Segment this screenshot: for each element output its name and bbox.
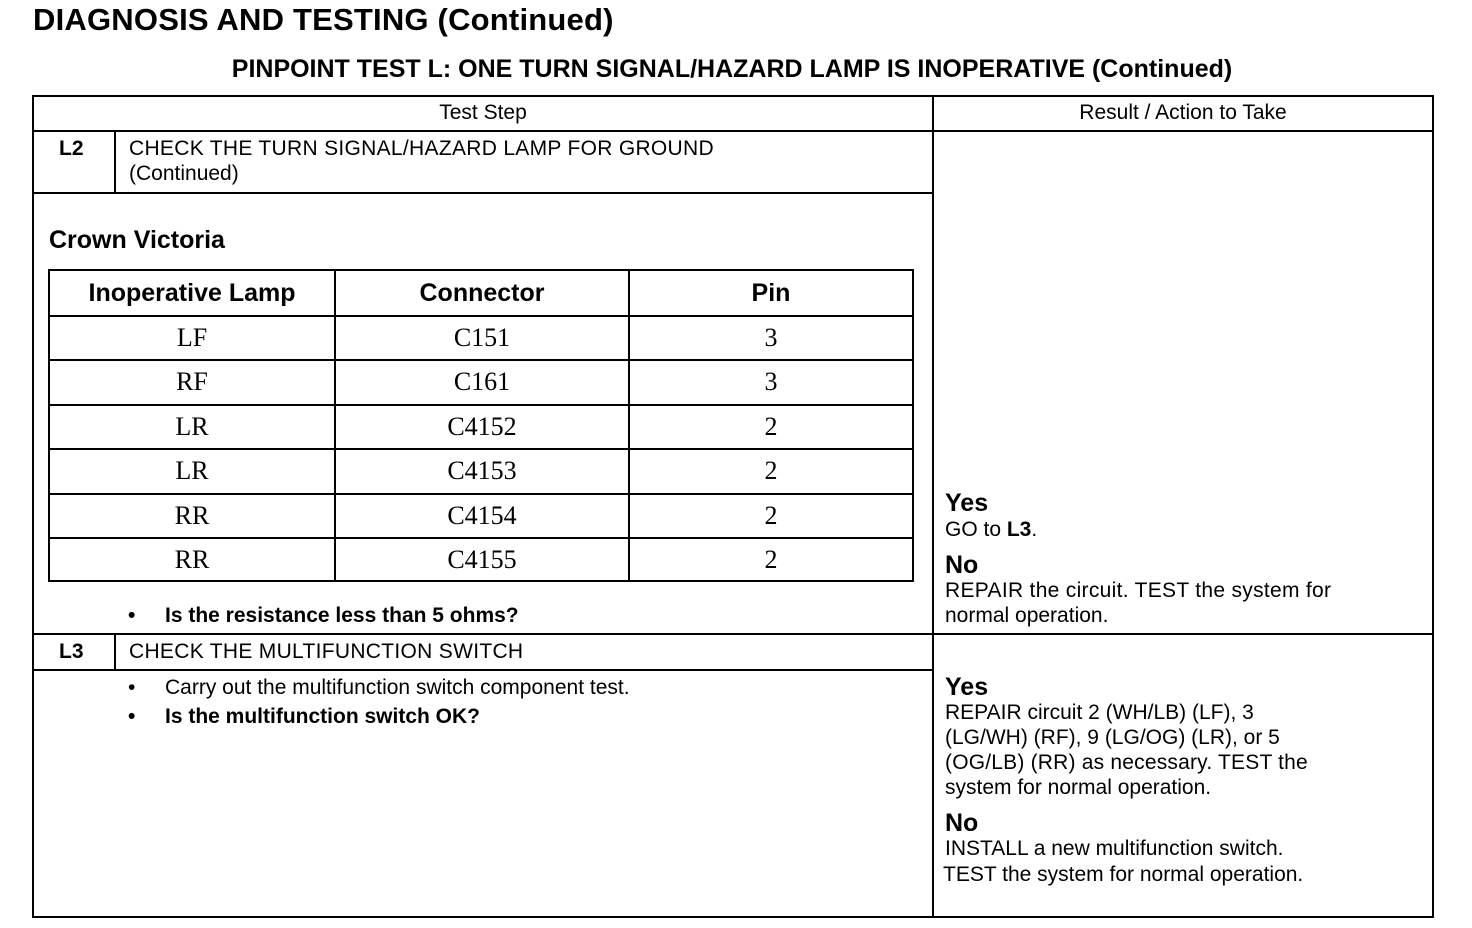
table-right-border: [1432, 95, 1434, 918]
column-header-test-step: Test Step: [439, 101, 527, 124]
bullet-icon: •: [128, 604, 136, 627]
connector-cell: C4155: [447, 545, 517, 574]
l2-question-text: Is the resistance less than 5 ohms?: [165, 604, 519, 627]
l3-no-label: No: [945, 809, 979, 837]
l3-question-text: Is the multifunction switch OK?: [165, 705, 480, 728]
step-title-l2-continued: (Continued): [129, 162, 239, 185]
l3-no-text-line2: TEST the system for normal operation.: [943, 863, 1304, 886]
l2-yes-text: [945, 517, 1037, 542]
lamp-cell: LR: [175, 412, 209, 441]
connector-cell: C161: [453, 367, 511, 396]
l3-id-divider: [114, 633, 116, 671]
pin-cell: 2: [764, 412, 778, 441]
l2-id-divider: [114, 130, 116, 194]
column-divider: [932, 95, 934, 918]
pin-cell: 3: [764, 323, 778, 352]
l3-action-text: Carry out the multifunction switch component test.: [165, 676, 630, 699]
lamp-table-header-row: [50, 271, 912, 315]
lamp-connector-table: [48, 269, 914, 582]
step-id-l2: L2: [59, 137, 84, 160]
lamp-cell: LR: [175, 456, 209, 485]
l3-yes-text-line3: (OG/LB) (RR) as necessary. TEST the: [945, 751, 1308, 774]
bullet-icon: •: [128, 676, 136, 699]
step-title-l2: CHECK THE TURN SIGNAL/HAZARD LAMP FOR GROUND: [129, 137, 714, 160]
column-header-result: Result / Action to Take: [1079, 101, 1287, 124]
step-id-l3: L3: [59, 640, 84, 663]
table-row: [50, 317, 912, 359]
lamp-table-header: Connector: [419, 279, 545, 307]
connector-cell: C151: [453, 323, 511, 352]
l2-question: [128, 603, 918, 629]
connector-cell: C4153: [447, 456, 517, 485]
pin-cell: 2: [764, 545, 778, 574]
pin-cell: 3: [764, 367, 778, 396]
lamp-cell: RF: [176, 367, 208, 396]
l3-question: [128, 704, 918, 730]
pin-cell: 2: [764, 456, 778, 485]
table-bottom-border: [32, 916, 1434, 918]
l3-title-divider: [32, 669, 934, 671]
l2-yes-step-ref: L3: [1006, 518, 1032, 541]
header-row-divider: [32, 130, 1434, 132]
l3-no-text-line1: INSTALL a new multifunction switch.: [945, 837, 1284, 860]
l2-no-text-line2: normal operation.: [945, 604, 1109, 627]
l2-no-text-line1: REPAIR the circuit. TEST the system for: [945, 579, 1332, 602]
connector-cell: C4152: [447, 412, 517, 441]
table-row: [50, 361, 912, 403]
lamp-cell: LF: [176, 323, 208, 352]
l2-title-divider: [32, 192, 934, 194]
table-row: [50, 450, 912, 492]
l3-yes-text-line2: (LG/WH) (RF), 9 (LG/OG) (LR), or 5: [945, 726, 1280, 749]
l2-no-label: No: [945, 551, 979, 579]
l3-yes-text-line1: REPAIR circuit 2 (WH/LB) (LF), 3: [945, 701, 1254, 724]
lamp-cell: RR: [174, 545, 210, 574]
table-row: [50, 539, 912, 580]
step-divider: [32, 633, 1434, 635]
step-title-l3: CHECK THE MULTIFUNCTION SWITCH: [129, 640, 524, 663]
table-left-border: [32, 95, 34, 918]
l3-yes-text-line4: system for normal operation.: [945, 776, 1212, 799]
l2-yes-label: Yes: [945, 489, 989, 517]
pinpoint-test-title: PINPOINT TEST L: ONE TURN SIGNAL/HAZARD LAMP IS INOPERATIVE (Continued): [231, 55, 1233, 83]
table-row: [50, 495, 912, 537]
l3-yes-label: Yes: [945, 673, 989, 701]
l2-yes-text-suffix: .: [1031, 518, 1038, 541]
lamp-table-header: Pin: [751, 279, 791, 307]
bullet-icon: •: [128, 705, 136, 728]
l3-action: [128, 675, 918, 701]
lamp-table-header: Inoperative Lamp: [88, 279, 296, 307]
page-title: DIAGNOSIS AND TESTING (Continued): [33, 2, 614, 37]
table-top-border: [32, 95, 1434, 97]
table-row: [50, 406, 912, 448]
vehicle-heading: Crown Victoria: [49, 226, 225, 254]
pin-cell: 2: [764, 501, 778, 530]
l2-yes-text-prefix: GO to: [945, 518, 1007, 541]
lamp-cell: RR: [174, 501, 210, 530]
connector-cell: C4154: [447, 501, 517, 530]
